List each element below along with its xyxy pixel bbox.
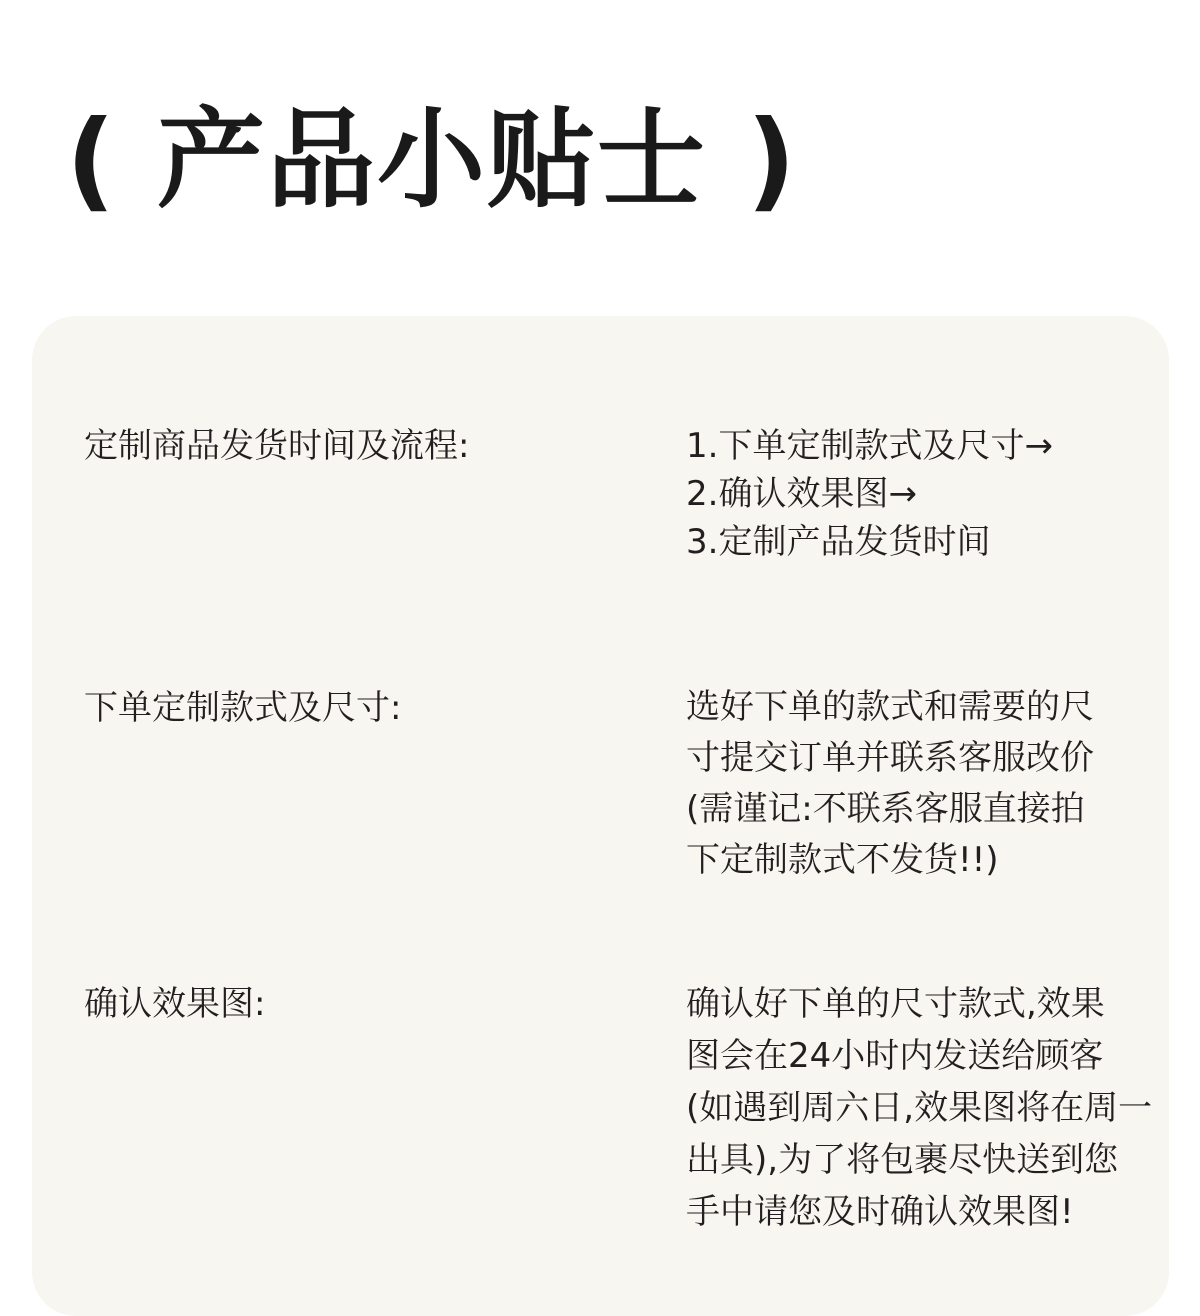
tip-line: 下定制款式不发货!!) bbox=[686, 840, 999, 880]
tip-line: 手中请您及时确认效果图! bbox=[686, 1192, 1074, 1232]
tip-line: 2.确认效果图→ bbox=[686, 474, 917, 514]
page-title: ( 产品小贴士 ) bbox=[66, 98, 798, 223]
tip-content bbox=[686, 682, 1146, 886]
tip-line: 出具),为了将包裹尽快送到您 bbox=[686, 1140, 1119, 1180]
tip-label: 下单定制款式及尺寸: bbox=[84, 688, 402, 728]
tip-content bbox=[686, 978, 1153, 1238]
tip-line: 图会在24小时内发送给顾客 bbox=[686, 1036, 1104, 1076]
tip-line: 3.定制产品发货时间 bbox=[686, 522, 991, 562]
tip-label: 定制商品发货时间及流程: bbox=[84, 426, 470, 466]
tip-line: (如遇到周六日,效果图将在周一 bbox=[686, 1088, 1153, 1128]
tip-line: 1.下单定制款式及尺寸→ bbox=[686, 426, 1053, 466]
tip-line: (需谨记:不联系客服直接拍 bbox=[686, 789, 1085, 829]
tip-line: 确认好下单的尺寸款式,效果 bbox=[686, 984, 1105, 1024]
tips-card bbox=[32, 316, 1169, 1316]
tip-label: 确认效果图: bbox=[84, 984, 266, 1024]
tip-line: 选好下单的款式和需要的尺 bbox=[686, 687, 1094, 727]
tip-line: 寸提交订单并联系客服改价 bbox=[686, 738, 1094, 778]
tip-content bbox=[686, 422, 1146, 566]
